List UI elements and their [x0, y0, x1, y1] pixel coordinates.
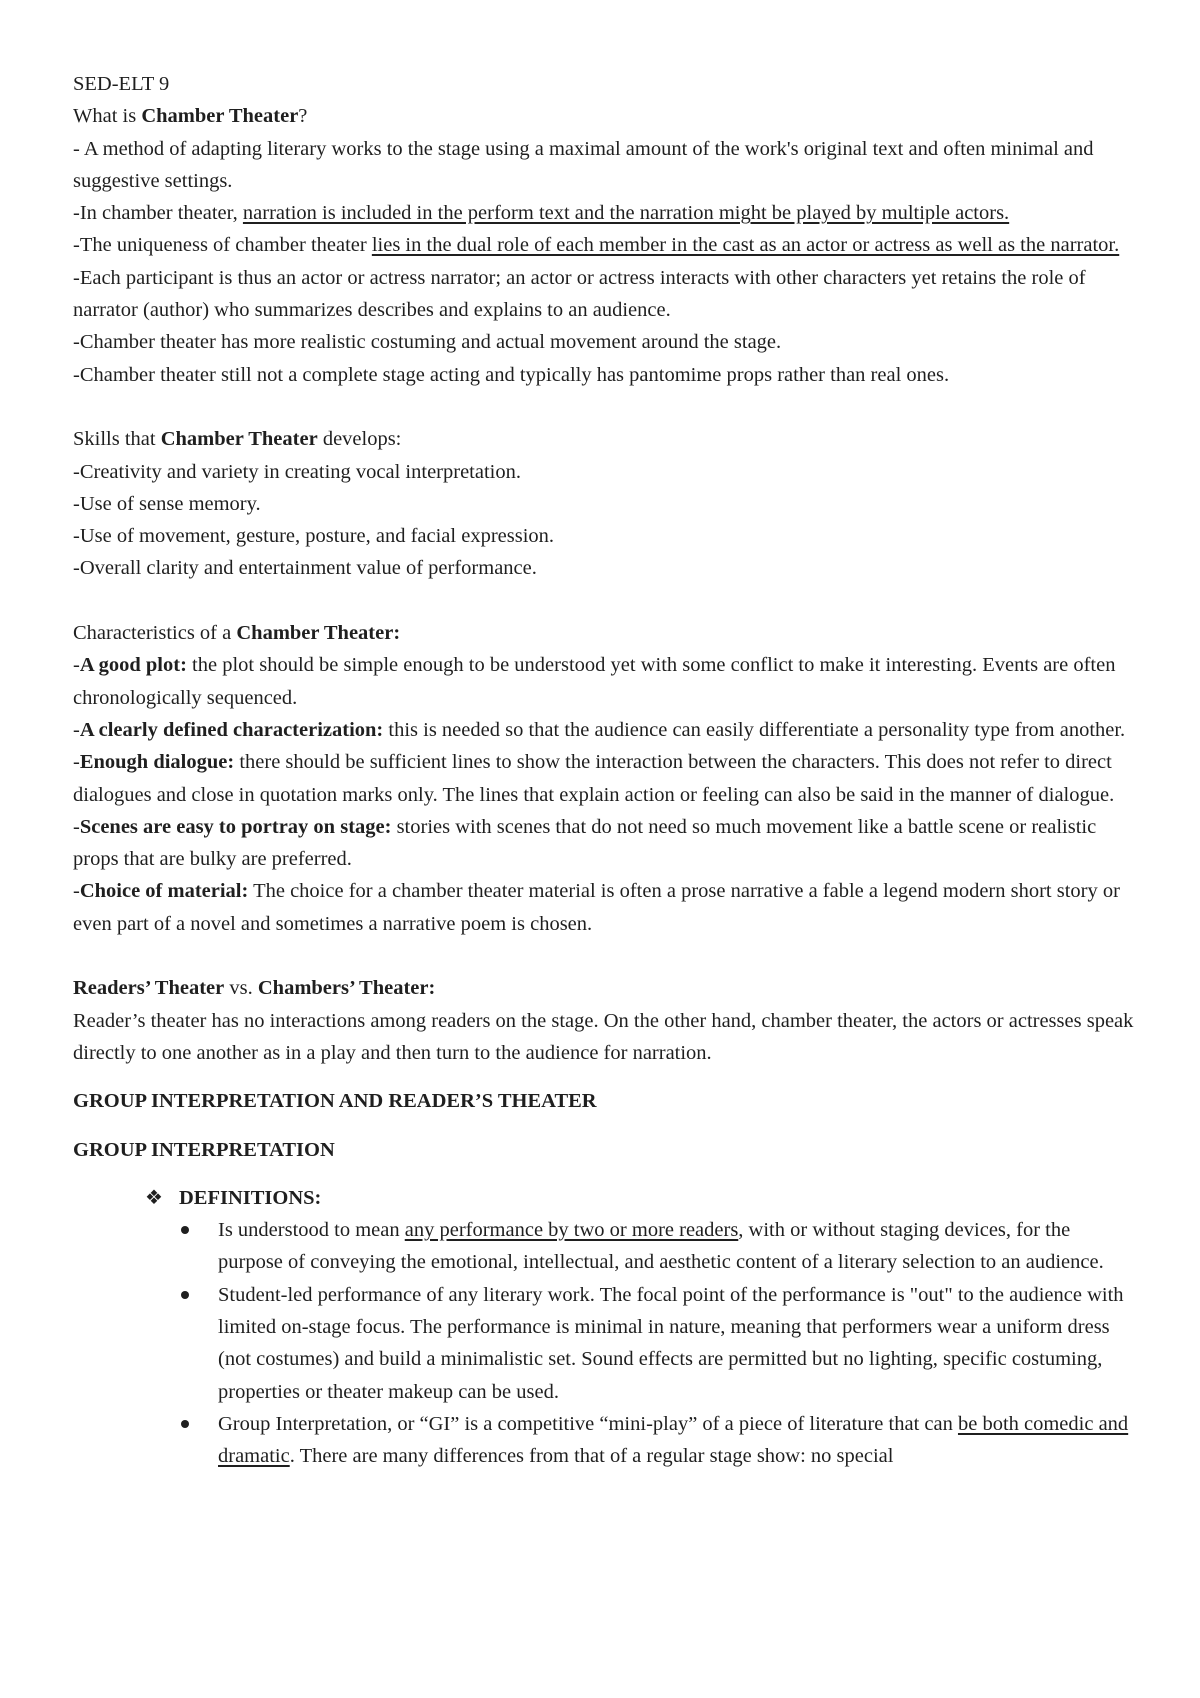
- spacer: [73, 1069, 1138, 1085]
- skills-heading: Skills that Chamber Theater develops:: [73, 428, 402, 451]
- spacer: [73, 940, 1138, 972]
- list-item: Student-led performance of any literary work. The focal point of the performance is "out" to the audience with limited on-stage focus. The performance is minimal in nature, meaning that performers wear a uniform dress (not costumes) and build a minimalistic set. Sound effects are permitted but no lighting, specific costuming, properties or theater makeup can be used.: [181, 1279, 1138, 1408]
- underlined-text: be both comedic and dramatic: [218, 1412, 1129, 1468]
- characteristic-item: -A clearly defined characterization: this is needed so that the audience can easily differentiate a personality type from another.: [73, 718, 1126, 741]
- characteristics-heading: Characteristics of a Chamber Theater:: [73, 622, 401, 645]
- chamber-line-4: -Each participant is thus an actor or actress narrator; an actor or actress interacts with other characters yet retains the role of narrator (author) who summarizes describes and explains to an audience.: [73, 266, 1086, 322]
- spacer: [73, 585, 1138, 617]
- skills-item: -Overall clarity and entertainment value of performance.: [73, 557, 537, 580]
- course-code: SED-ELT 9: [73, 73, 170, 95]
- group-heading: GROUP INTERPRETATION AND READER’S THEATER: [73, 1090, 597, 1113]
- spacer: [73, 1166, 1138, 1182]
- characteristic-item: -A good plot: the plot should be simple enough to be understood yet with some conflict to make it interesting. Events are often chronologically sequenced.: [73, 654, 1116, 709]
- characteristic-item: -Enough dialogue: there should be sufficient lines to show the interaction between the characters. This does not refer to direct dialogues and close in quotation marks only. The lines that explain action or feeling can also be said in the manner of dialogue.: [73, 751, 1115, 806]
- definitions-heading-row: [145, 1182, 1138, 1214]
- definitions-list: [181, 1214, 1138, 1472]
- chamber-term: Chamber Theater: [141, 105, 299, 128]
- bullet-icon: [181, 1226, 189, 1234]
- underlined-text: lies in the dual role of each member in the cast as an actor or actress as well as the narrator.: [371, 234, 1120, 257]
- definitions-section: [145, 1182, 1138, 1473]
- skills-item: -Use of movement, gesture, posture, and facial expression.: [73, 525, 555, 548]
- list-item: Is understood to mean any performance by two or more readers, with or without staging devices, for the purpose of conveying the emotional, intellectual, and aesthetic content of a literary selection to an audience.: [181, 1214, 1138, 1279]
- spacer: [73, 1118, 1138, 1134]
- bullet-icon: [181, 1291, 189, 1299]
- definitions-heading: DEFINITIONS:: [179, 1186, 322, 1209]
- underlined-text: any performance by two or more readers: [404, 1219, 739, 1242]
- underlined-text: narration is included in the perform text and the narration might be played by multiple actors.: [242, 202, 1010, 225]
- chamber-line-3: -The uniqueness of chamber theater lies in the dual role of each member in the cast as an actor or actress as well as the narrator.: [73, 234, 1120, 257]
- characteristic-item: -Choice of material: The choice for a chamber theater material is often a prose narrative a fable a legend modern short story or even part of a novel and sometimes a narrative poem is chosen.: [73, 880, 1120, 935]
- chamber-line-2: -In chamber theater, narration is included in the perform text and the narration might be played by multiple actors.: [73, 202, 1010, 225]
- diamond-icon: ❖: [145, 1186, 163, 1209]
- skills-item: -Use of sense memory.: [73, 492, 261, 515]
- spacer: [73, 391, 1138, 423]
- list-item: Group Interpretation, or “GI” is a competitive “mini-play” of a piece of literature that can be both comedic and dramatic. There are many differences from that of a regular stage show: no special: [181, 1408, 1138, 1473]
- chamber-line-6: -Chamber theater still not a complete stage acting and typically has pantomime props rather than real ones.: [73, 363, 950, 386]
- characteristic-item: -Scenes are easy to portray on stage: stories with scenes that do not need so much movement like a battle scene or realistic props that are bulky are preferred.: [73, 815, 1097, 871]
- comparison-heading: Readers’ Theater vs. Chambers’ Theater:: [73, 977, 436, 1000]
- comparison-text: Reader’s theater has no interactions among readers on the stage. On the other hand, chamber theater, the actors or actresses speak directly to one another as in a play and then turn to the audience for narration.: [73, 1009, 1134, 1064]
- bullet-icon: [181, 1420, 189, 1428]
- chamber-line-1: - A method of adapting literary works to the stage using a maximal amount of the work's original text and often minimal and suggestive settings.: [73, 137, 1094, 192]
- skills-item: -Creativity and variety in creating vocal interpretation.: [73, 460, 521, 483]
- document-page: [73, 68, 1138, 1472]
- gi-heading: GROUP INTERPRETATION: [73, 1138, 335, 1161]
- chamber-line-5: -Chamber theater has more realistic costuming and actual movement around the stage.: [73, 331, 782, 354]
- chamber-question: What is Chamber Theater?: [73, 105, 308, 128]
